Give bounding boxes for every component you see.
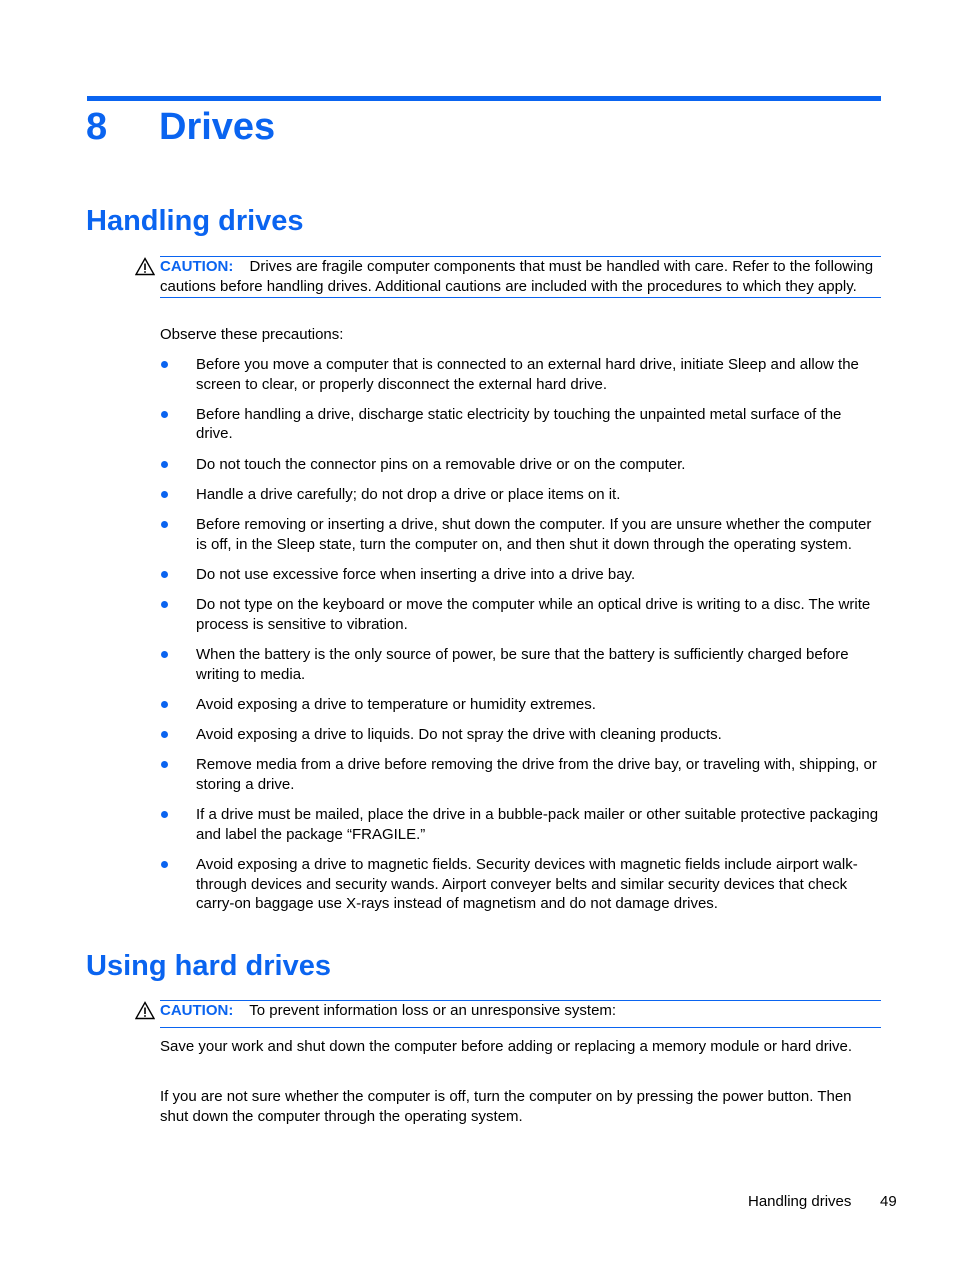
bullet-dot-icon <box>161 571 168 578</box>
bullet-dot-icon <box>161 411 168 418</box>
list-item-text: Avoid exposing a drive to temperature or humidity extremes. <box>196 695 596 713</box>
bullet-dot-icon <box>161 861 168 868</box>
list-item-text: Avoid exposing a drive to magnetic fields. Security devices with magnetic fields include airport walk-through devices and security wands. Airport conveyer belts and similar security devices that check carry-on baggage use X-rays instead of magnetism and do not damage drives. <box>196 856 858 913</box>
warning-triangle-icon <box>135 257 155 276</box>
bullet-dot-icon <box>161 491 168 498</box>
list-item-text: If a drive must be mailed, place the drive in a bubble-pack mailer or other suitable protective packaging and label the package “FRAGILE.” <box>196 806 879 843</box>
chapter-number: 8 <box>86 106 108 148</box>
list-item-text: Handle a drive carefully; do not drop a drive or place items on it. <box>196 485 621 503</box>
bullet-dot-icon <box>161 601 168 608</box>
bullet-dot-icon <box>161 651 168 658</box>
bullet-dot-icon <box>161 361 168 368</box>
footer-section-title: Handling drives <box>748 1193 852 1210</box>
bullet-dot-icon <box>161 761 168 768</box>
bullet-dot-icon <box>161 521 168 528</box>
caution-label: CAUTION: <box>160 1002 234 1019</box>
caution-box <box>160 256 881 298</box>
bullet-dot-icon <box>161 701 168 708</box>
caution-text: To prevent information loss or an unresponsive system: <box>249 1002 617 1019</box>
list-item <box>160 805 881 844</box>
list-item-text: Before you move a computer that is connected to an external hard drive, initiate Sleep and allow the screen to clear, or properly disconnect the external hard drive. <box>196 356 859 393</box>
chapter-rule <box>87 96 881 101</box>
list-item <box>160 695 881 715</box>
list-item <box>160 355 881 394</box>
list-item <box>160 645 881 684</box>
list-item <box>160 855 881 914</box>
precautions-list <box>160 355 881 924</box>
list-item <box>160 405 881 444</box>
list-item <box>160 595 881 634</box>
list-item <box>160 755 881 794</box>
list-item <box>160 455 881 475</box>
body-paragraph: If you are not sure whether the computer is off, turn the computer on by pressing the power button. Then shut down the computer through the operating system. <box>160 1088 852 1125</box>
list-item-text: When the battery is the only source of power, be sure that the battery is sufficiently charged before writing to media. <box>196 646 849 683</box>
list-item-text: Avoid exposing a drive to liquids. Do not spray the drive with cleaning products. <box>196 726 722 744</box>
section-heading-using-hard-drives: Using hard drives <box>86 950 331 982</box>
section-heading-handling-drives: Handling drives <box>86 205 304 237</box>
list-item-text: Do not touch the connector pins on a removable drive or on the computer. <box>196 455 686 473</box>
intro-paragraph: Observe these precautions: <box>160 326 344 343</box>
list-item-text: Do not type on the keyboard or move the computer while an optical drive is writing to a disc. The write process is sensitive to vibration. <box>196 596 871 633</box>
bullet-dot-icon <box>161 731 168 738</box>
caution-box <box>160 1000 881 1028</box>
list-item <box>160 565 881 585</box>
caution-label: CAUTION: <box>160 258 234 275</box>
chapter-name: Drives <box>159 106 276 148</box>
bullet-dot-icon <box>161 461 168 468</box>
warning-triangle-icon <box>135 1001 155 1020</box>
list-item-text: Remove media from a drive before removing the drive from the drive bay, or traveling with, shipping, or storing a drive. <box>196 756 877 793</box>
caution-text: Drives are fragile computer components that must be handled with care. Refer to the following cautions before handling drives. Additional cautions are included with the procedures to which they apply. <box>160 258 874 295</box>
list-item-text: Before removing or inserting a drive, shut down the computer. If you are unsure whether the computer is off, in the Sleep state, turn the computer on, and then shut it down through the operating system. <box>196 516 872 553</box>
list-item-text: Do not use excessive force when inserting a drive into a drive bay. <box>196 565 636 583</box>
body-paragraph: Save your work and shut down the computer before adding or replacing a memory module or hard drive. <box>160 1038 853 1055</box>
list-item <box>160 515 881 554</box>
list-item <box>160 485 881 505</box>
list-item <box>160 725 881 745</box>
bullet-dot-icon <box>161 811 168 818</box>
page-number: 49 <box>880 1193 897 1210</box>
list-item-text: Before handling a drive, discharge static electricity by touching the unpainted metal surface of the drive. <box>196 405 842 443</box>
